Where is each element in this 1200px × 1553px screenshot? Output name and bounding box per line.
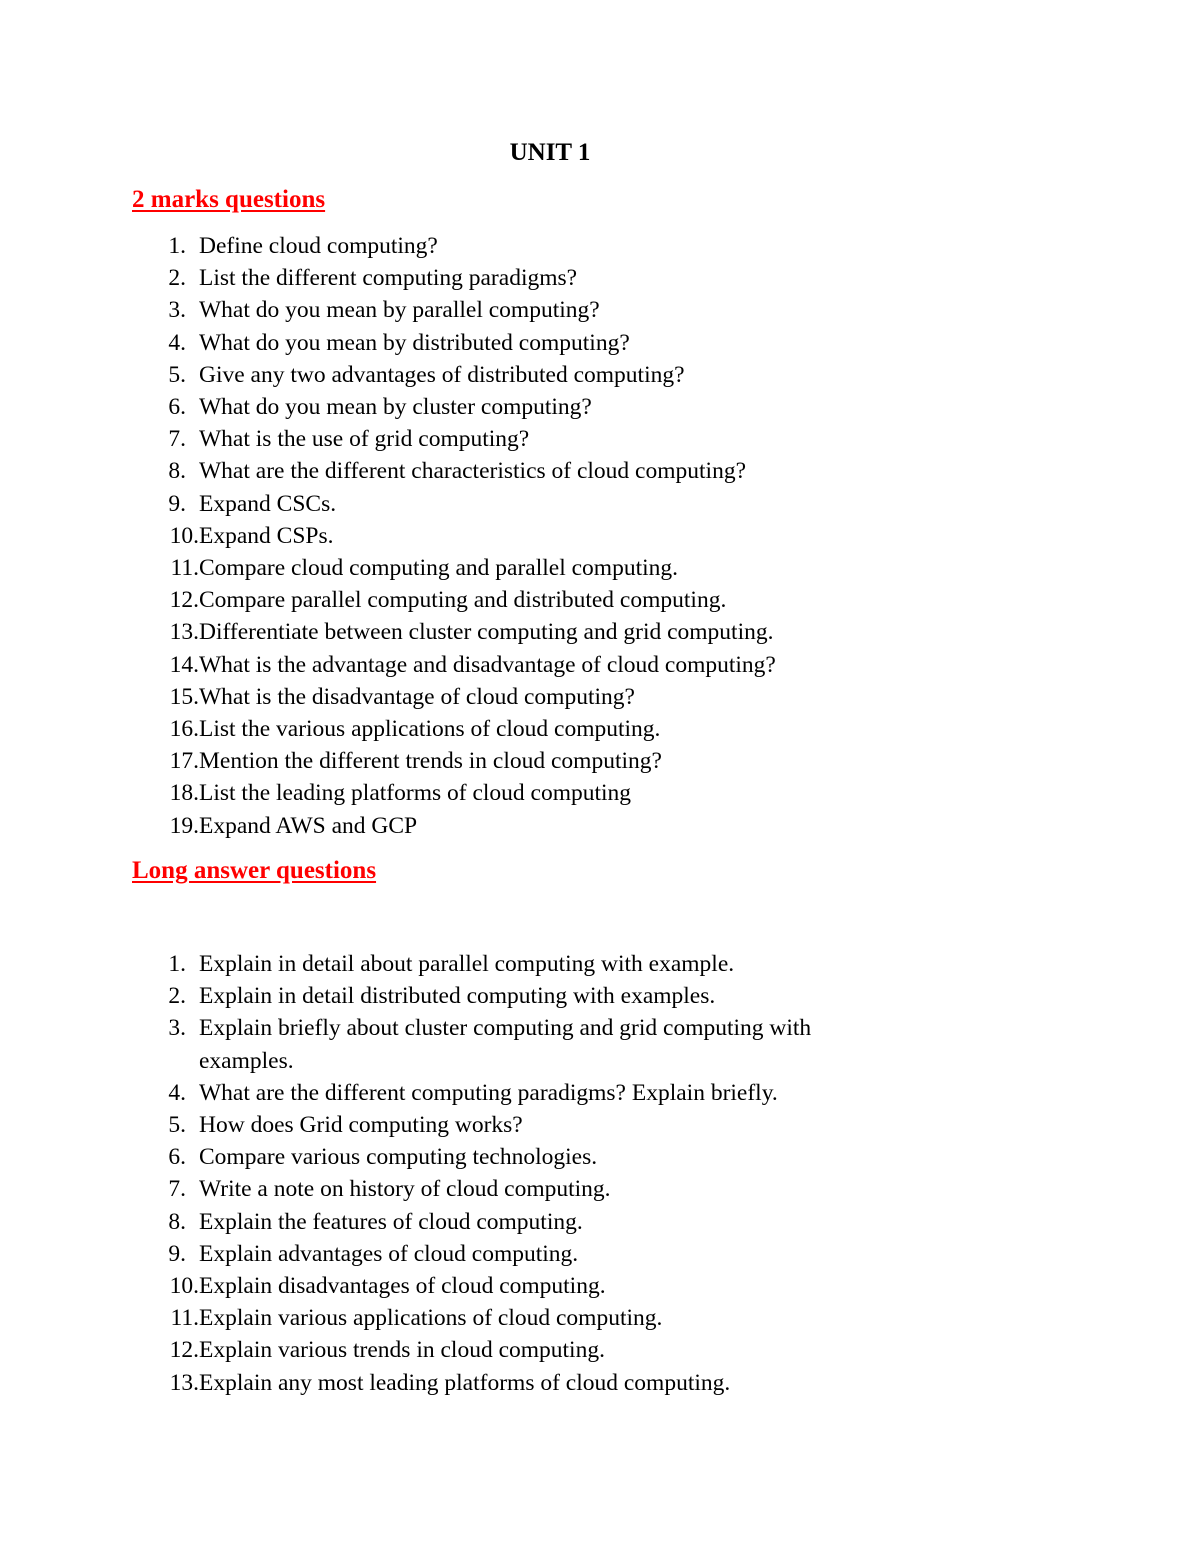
list-item-text: What is the use of grid computing? [199,426,530,453]
list-item-text: Explain various trends in cloud computing. [199,1337,605,1364]
list-item-number: 13. [169,1369,199,1396]
list-item-number: 10. [169,522,199,549]
list-item-text: What do you mean by cluster computing? [199,394,592,421]
list-item-text: Expand CSCs. [199,490,337,517]
list-item-number: 18. [169,780,199,807]
list-item-text: Explain briefly about cluster computing and grid computing with examples. [199,1015,812,1074]
list-item [0,1077,899,1109]
list-item-text: List the leading platforms of cloud computing [199,780,632,807]
list-item [0,391,899,423]
list-item-number: 7. [168,1176,186,1203]
long-questions-heading: Long answer questions [132,857,377,884]
list-item-text: Expand AWS and GCP [199,812,418,839]
list-item [0,616,899,648]
list-item-text: Compare cloud computing and parallel computing. [199,555,679,582]
list-item-number: 1. [168,951,186,977]
list-item-number: 5. [168,361,186,388]
page-title: UNIT 1 [509,139,591,166]
list-item-text: What do you mean by parallel computing? [199,297,600,324]
list-item [0,1012,899,1076]
list-item [0,745,899,777]
list-item-text: Explain advantages of cloud computing. [199,1240,579,1267]
list-item-number: 8. [168,458,186,485]
list-item [0,1334,899,1366]
list-item-number: 19. [169,812,199,839]
list-item-number: 10. [169,1273,199,1300]
list-item-number: 9. [168,490,186,517]
list-item [0,1173,899,1205]
list-item [0,1141,899,1173]
list-item-text: Define cloud computing? [199,233,438,259]
list-item [0,649,899,681]
list-item-text: Explain various applications of cloud computing. [199,1305,663,1332]
list-item [0,948,899,980]
list-item-number: 4. [168,329,186,356]
list-item-number: 9. [168,1240,186,1267]
short-questions-list [0,230,899,842]
list-item-number: 12. [169,1337,199,1364]
list-item-number: 12. [169,587,199,614]
list-item-text: Differentiate between cluster computing and grid computing. [199,619,774,646]
list-item [0,327,899,359]
list-item [0,777,899,809]
list-item-text: Compare parallel computing and distributed computing. [199,587,727,614]
list-item-text: Explain disadvantages of cloud computing. [199,1273,606,1300]
list-item [0,1270,899,1302]
list-item-text: What do you mean by distributed computing? [199,329,630,356]
list-item [0,423,899,455]
list-item-number: 2. [168,265,186,292]
list-item-number: 6. [168,1144,186,1171]
list-item-number: 16. [169,716,199,743]
list-item-text: Give any two advantages of distributed computing? [199,361,685,388]
list-item-number: 3. [168,1015,186,1042]
list-item [0,810,899,842]
list-item-text: Mention the different trends in cloud computing? [199,748,662,775]
list-item [0,681,899,713]
list-item-text: What are the different computing paradigms? Explain briefly. [199,1079,778,1106]
list-item-number: 11. [170,1305,199,1332]
list-item-number: 11. [170,555,199,582]
list-item-text: List the various applications of cloud computing. [199,716,661,743]
list-item-number: 5. [168,1112,186,1139]
list-item-number: 1. [168,233,186,259]
list-item [0,488,899,520]
list-item [0,980,899,1012]
list-item-text: Expand CSPs. [199,522,334,549]
list-item [0,1302,899,1334]
list-item-text: How does Grid computing works? [199,1112,523,1139]
list-item-text: What is the disadvantage of cloud computing? [199,683,635,710]
list-item-number: 8. [168,1208,186,1235]
list-item [0,1109,899,1141]
list-item-text: What is the advantage and disadvantage of cloud computing? [199,651,776,678]
list-item [0,359,899,391]
list-item-number: 15. [169,683,199,710]
list-item-text: Explain any most leading platforms of cloud computing. [199,1369,731,1396]
list-item-number: 13. [169,619,199,646]
list-item-number: 17. [169,748,199,775]
list-item [0,1238,899,1270]
list-item-number: 3. [168,297,186,324]
list-item-number: 6. [168,394,186,421]
list-item-number: 4. [168,1079,186,1106]
list-item [0,713,899,745]
list-item-text: Explain in detail distributed computing with examples. [199,983,716,1010]
list-item [0,520,899,552]
list-item-text: What are the different characteristics of cloud computing? [199,458,747,485]
short-questions-heading: 2 marks questions [132,186,326,213]
list-item-number: 2. [168,983,186,1010]
list-item-text: List the different computing paradigms? [199,265,578,292]
list-item-number: 14. [169,651,199,678]
list-item-number: 7. [168,426,186,453]
list-item-text: Compare various computing technologies. [199,1144,598,1171]
list-item [0,455,899,487]
list-item [0,552,899,584]
long-questions-list [0,948,899,1399]
list-item-text: Write a note on history of cloud computing. [199,1176,611,1203]
list-item [0,262,899,294]
list-item [0,1206,899,1238]
list-item-text: Explain in detail about parallel computing with example. [199,951,735,977]
list-item [0,584,899,616]
list-item [0,230,899,262]
list-item [0,1367,899,1399]
list-item [0,294,899,326]
list-item-text: Explain the features of cloud computing. [199,1208,583,1235]
